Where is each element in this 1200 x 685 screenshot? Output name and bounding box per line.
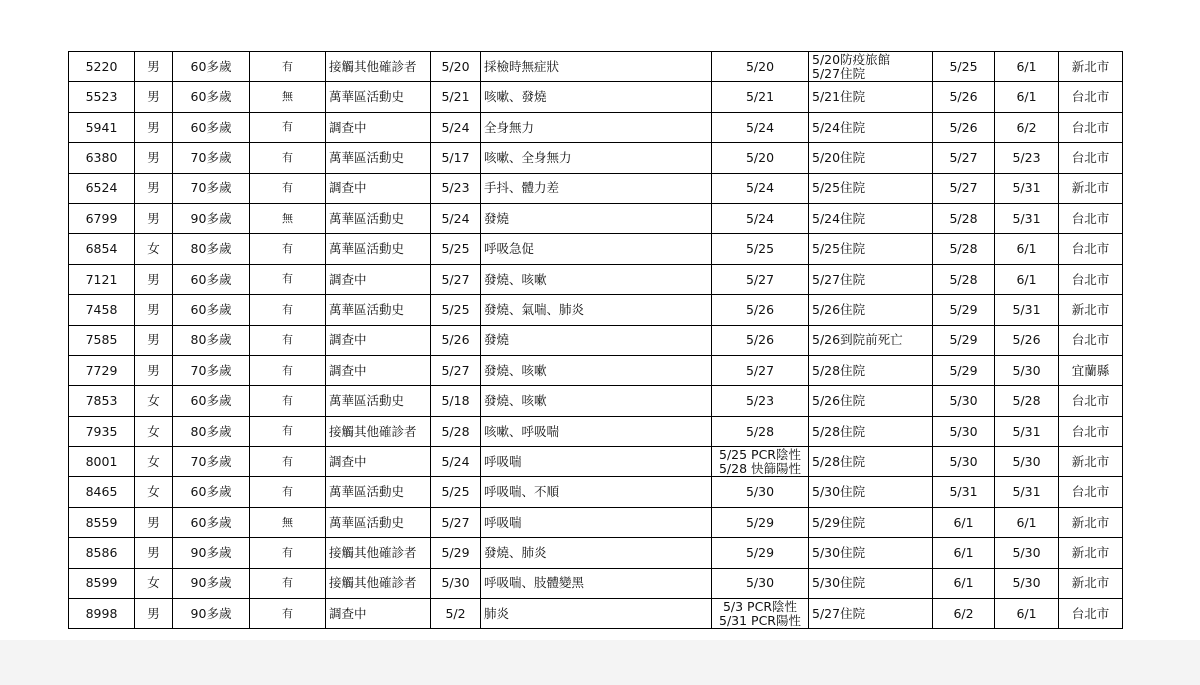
- death-date-cell: 6/2: [933, 599, 995, 629]
- contact-history-cell: 萬華區活動史: [326, 203, 431, 233]
- case-id-cell: 8465: [69, 477, 135, 507]
- test-date-cell: 5/29: [712, 507, 809, 537]
- status-cell: 5/26到院前死亡: [809, 325, 933, 355]
- symptoms-cell: 發燒: [481, 203, 712, 233]
- county-cell: 台北市: [1059, 416, 1123, 446]
- death-date-cell: 5/29: [933, 355, 995, 385]
- test-date-cell-line: 5/25 PCR陰性: [719, 446, 801, 462]
- age-cell: 90多歲: [173, 599, 250, 629]
- report-date-cell: 5/28: [995, 386, 1059, 416]
- test-date-cell-line: 5/28 快篩陽性: [718, 460, 802, 476]
- sex-cell: 男: [135, 173, 173, 203]
- test-date-cell: 5/30: [712, 477, 809, 507]
- status-cell-line: 5/27住院: [812, 65, 866, 81]
- test-date-cell: [712, 599, 809, 629]
- case-id-cell: 6380: [69, 143, 135, 173]
- age-cell: 80多歲: [173, 325, 250, 355]
- contact-history-cell: 調查中: [326, 173, 431, 203]
- table-row: [69, 143, 1123, 173]
- case-id-cell: 6854: [69, 234, 135, 264]
- sex-cell: 女: [135, 447, 173, 477]
- test-date-cell: 5/26: [712, 295, 809, 325]
- status-cell: 5/27住院: [809, 264, 933, 294]
- status-cell: 5/20住院: [809, 143, 933, 173]
- contact-history-cell: 萬華區活動史: [326, 234, 431, 264]
- county-cell: 台北市: [1059, 386, 1123, 416]
- onset-date-cell: 5/26: [431, 325, 481, 355]
- sex-cell: 男: [135, 599, 173, 629]
- case-table-sheet: [68, 51, 1123, 629]
- status-cell: 5/30住院: [809, 568, 933, 598]
- case-id-cell: 8559: [69, 507, 135, 537]
- symptoms-cell: 呼吸喘、肢體變黑: [481, 568, 712, 598]
- case-id-cell: 7458: [69, 295, 135, 325]
- age-cell: 70多歲: [173, 143, 250, 173]
- contact-history-cell: 調查中: [326, 355, 431, 385]
- chronic-cell: 有: [250, 325, 326, 355]
- onset-date-cell: 5/29: [431, 538, 481, 568]
- age-cell: 80多歲: [173, 416, 250, 446]
- case-id-cell: 7729: [69, 355, 135, 385]
- symptoms-cell: 發燒、咳嗽: [481, 386, 712, 416]
- death-date-cell: 5/30: [933, 416, 995, 446]
- report-date-cell: 6/1: [995, 234, 1059, 264]
- chronic-cell: 有: [250, 295, 326, 325]
- chronic-cell: 無: [250, 203, 326, 233]
- table-row: [69, 447, 1123, 477]
- county-cell: 台北市: [1059, 143, 1123, 173]
- sex-cell: 男: [135, 143, 173, 173]
- sex-cell: 女: [135, 386, 173, 416]
- test-date-cell: 5/24: [712, 173, 809, 203]
- death-date-cell: 6/1: [933, 507, 995, 537]
- report-date-cell: 6/1: [995, 264, 1059, 294]
- symptoms-cell: 全身無力: [481, 112, 712, 142]
- status-cell: 5/30住院: [809, 538, 933, 568]
- county-cell: 台北市: [1059, 203, 1123, 233]
- death-date-cell: 5/28: [933, 203, 995, 233]
- onset-date-cell: 5/27: [431, 264, 481, 294]
- status-cell: 5/25住院: [809, 234, 933, 264]
- county-cell: 台北市: [1059, 82, 1123, 112]
- table-row: [69, 112, 1123, 142]
- chronic-cell: 有: [250, 568, 326, 598]
- symptoms-cell: 發燒、氣喘、肺炎: [481, 295, 712, 325]
- table-row: [69, 416, 1123, 446]
- death-date-cell: 5/28: [933, 234, 995, 264]
- status-cell: 5/29住院: [809, 507, 933, 537]
- table-row: [69, 234, 1123, 264]
- test-date-cell: 5/23: [712, 386, 809, 416]
- case-id-cell: 7121: [69, 264, 135, 294]
- test-date-cell: [712, 447, 809, 477]
- age-cell: 70多歲: [173, 447, 250, 477]
- contact-history-cell: 接觸其他確診者: [326, 52, 431, 82]
- age-cell: 60多歲: [173, 52, 250, 82]
- sex-cell: 男: [135, 295, 173, 325]
- table-row: [69, 477, 1123, 507]
- test-date-cell: 5/27: [712, 264, 809, 294]
- chronic-cell: 有: [250, 143, 326, 173]
- symptoms-cell: 發燒、咳嗽: [481, 264, 712, 294]
- onset-date-cell: 5/28: [431, 416, 481, 446]
- report-date-cell: 5/31: [995, 203, 1059, 233]
- symptoms-cell: 發燒、咳嗽: [481, 355, 712, 385]
- symptoms-cell: 呼吸喘: [481, 447, 712, 477]
- contact-history-cell: 接觸其他確診者: [326, 538, 431, 568]
- symptoms-cell: 肺炎: [481, 599, 712, 629]
- contact-history-cell: 調查中: [326, 447, 431, 477]
- status-cell: 5/27住院: [809, 599, 933, 629]
- table-row: [69, 203, 1123, 233]
- contact-history-cell: 調查中: [326, 112, 431, 142]
- sex-cell: 女: [135, 568, 173, 598]
- age-cell: 80多歲: [173, 234, 250, 264]
- onset-date-cell: 5/18: [431, 386, 481, 416]
- onset-date-cell: 5/24: [431, 112, 481, 142]
- table-row: [69, 295, 1123, 325]
- report-date-cell: 5/26: [995, 325, 1059, 355]
- onset-date-cell: 5/20: [431, 52, 481, 82]
- age-cell: 60多歲: [173, 477, 250, 507]
- death-date-cell: 5/29: [933, 295, 995, 325]
- symptoms-cell: 呼吸急促: [481, 234, 712, 264]
- onset-date-cell: 5/24: [431, 203, 481, 233]
- symptoms-cell: 咳嗽、全身無力: [481, 143, 712, 173]
- case-table: [68, 51, 1123, 629]
- table-row: [69, 568, 1123, 598]
- chronic-cell: 有: [250, 355, 326, 385]
- death-date-cell: 5/31: [933, 477, 995, 507]
- sex-cell: 女: [135, 234, 173, 264]
- report-date-cell: 5/31: [995, 477, 1059, 507]
- chronic-cell: 有: [250, 173, 326, 203]
- death-date-cell: 5/28: [933, 264, 995, 294]
- table-row: [69, 538, 1123, 568]
- report-date-cell: 6/1: [995, 82, 1059, 112]
- report-date-cell: 5/30: [995, 355, 1059, 385]
- county-cell: 新北市: [1059, 447, 1123, 477]
- contact-history-cell: 調查中: [326, 599, 431, 629]
- county-cell: 台北市: [1059, 325, 1123, 355]
- contact-history-cell: 調查中: [326, 325, 431, 355]
- onset-date-cell: 5/27: [431, 355, 481, 385]
- county-cell: 台北市: [1059, 264, 1123, 294]
- sex-cell: 男: [135, 112, 173, 142]
- county-cell: 台北市: [1059, 477, 1123, 507]
- symptoms-cell: 咳嗽、發燒: [481, 82, 712, 112]
- sex-cell: 男: [135, 203, 173, 233]
- case-id-cell: 7585: [69, 325, 135, 355]
- sex-cell: 女: [135, 416, 173, 446]
- test-date-cell-line: 5/31 PCR陽性: [719, 612, 801, 628]
- report-date-cell: 5/23: [995, 143, 1059, 173]
- symptoms-cell: 發燒: [481, 325, 712, 355]
- contact-history-cell: 接觸其他確診者: [326, 568, 431, 598]
- report-date-cell: 5/31: [995, 416, 1059, 446]
- county-cell: 台北市: [1059, 234, 1123, 264]
- symptoms-cell: 採檢時無症狀: [481, 52, 712, 82]
- status-cell: 5/28住院: [809, 355, 933, 385]
- sex-cell: 女: [135, 477, 173, 507]
- symptoms-cell: 呼吸喘: [481, 507, 712, 537]
- report-date-cell: 6/1: [995, 507, 1059, 537]
- test-date-cell: 5/24: [712, 203, 809, 233]
- age-cell: 90多歲: [173, 568, 250, 598]
- chronic-cell: 無: [250, 82, 326, 112]
- case-id-cell: 6524: [69, 173, 135, 203]
- death-date-cell: 5/30: [933, 447, 995, 477]
- table-row: [69, 82, 1123, 112]
- status-cell: 5/30住院: [809, 477, 933, 507]
- table-row: [69, 355, 1123, 385]
- report-date-cell: 6/1: [995, 599, 1059, 629]
- county-cell: 台北市: [1059, 599, 1123, 629]
- table-row: [69, 325, 1123, 355]
- sex-cell: 男: [135, 52, 173, 82]
- status-cell: 5/21住院: [809, 82, 933, 112]
- report-date-cell: 5/30: [995, 538, 1059, 568]
- contact-history-cell: 萬華區活動史: [326, 143, 431, 173]
- case-id-cell: 8001: [69, 447, 135, 477]
- sex-cell: 男: [135, 264, 173, 294]
- test-date-cell: 5/29: [712, 538, 809, 568]
- case-table-body: [69, 52, 1123, 629]
- status-cell: 5/24住院: [809, 112, 933, 142]
- onset-date-cell: 5/2: [431, 599, 481, 629]
- sex-cell: 男: [135, 538, 173, 568]
- table-row: [69, 173, 1123, 203]
- onset-date-cell: 5/21: [431, 82, 481, 112]
- contact-history-cell: 接觸其他確診者: [326, 416, 431, 446]
- age-cell: 60多歲: [173, 82, 250, 112]
- table-row: [69, 507, 1123, 537]
- chronic-cell: 有: [250, 447, 326, 477]
- status-cell: [809, 52, 933, 82]
- test-date-cell: 5/20: [712, 143, 809, 173]
- death-date-cell: 5/27: [933, 173, 995, 203]
- chronic-cell: 有: [250, 477, 326, 507]
- age-cell: 60多歲: [173, 112, 250, 142]
- case-id-cell: 8998: [69, 599, 135, 629]
- case-id-cell: 6799: [69, 203, 135, 233]
- sex-cell: 男: [135, 82, 173, 112]
- chronic-cell: 無: [250, 507, 326, 537]
- death-date-cell: 5/26: [933, 112, 995, 142]
- county-cell: 新北市: [1059, 295, 1123, 325]
- case-id-cell: 5941: [69, 112, 135, 142]
- death-date-cell: 6/1: [933, 538, 995, 568]
- onset-date-cell: 5/24: [431, 447, 481, 477]
- symptoms-cell: 咳嗽、呼吸喘: [481, 416, 712, 446]
- age-cell: 60多歲: [173, 264, 250, 294]
- test-date-cell: 5/26: [712, 325, 809, 355]
- status-cell: 5/26住院: [809, 386, 933, 416]
- status-cell: 5/28住院: [809, 447, 933, 477]
- onset-date-cell: 5/27: [431, 507, 481, 537]
- death-date-cell: 5/30: [933, 386, 995, 416]
- death-date-cell: 6/1: [933, 568, 995, 598]
- county-cell: 新北市: [1059, 538, 1123, 568]
- report-date-cell: 5/30: [995, 568, 1059, 598]
- symptoms-cell: 發燒、肺炎: [481, 538, 712, 568]
- county-cell: 台北市: [1059, 112, 1123, 142]
- chronic-cell: 有: [250, 416, 326, 446]
- contact-history-cell: 萬華區活動史: [326, 295, 431, 325]
- age-cell: 90多歲: [173, 538, 250, 568]
- test-date-cell-line: 5/3 PCR陰性: [722, 598, 798, 614]
- test-date-cell: 5/28: [712, 416, 809, 446]
- sex-cell: 男: [135, 507, 173, 537]
- table-row: [69, 599, 1123, 629]
- table-row: [69, 386, 1123, 416]
- sex-cell: 男: [135, 325, 173, 355]
- onset-date-cell: 5/30: [431, 568, 481, 598]
- symptoms-cell: 呼吸喘、不順: [481, 477, 712, 507]
- chronic-cell: 有: [250, 264, 326, 294]
- status-cell: 5/25住院: [809, 173, 933, 203]
- age-cell: 70多歲: [173, 355, 250, 385]
- status-cell: 5/24住院: [809, 203, 933, 233]
- chronic-cell: 有: [250, 52, 326, 82]
- chronic-cell: 有: [250, 538, 326, 568]
- report-date-cell: 5/31: [995, 173, 1059, 203]
- chronic-cell: 有: [250, 386, 326, 416]
- contact-history-cell: 調查中: [326, 264, 431, 294]
- case-id-cell: 7935: [69, 416, 135, 446]
- county-cell: 新北市: [1059, 507, 1123, 537]
- test-date-cell: 5/20: [712, 52, 809, 82]
- age-cell: 90多歲: [173, 203, 250, 233]
- symptoms-cell: 手抖、體力差: [481, 173, 712, 203]
- chronic-cell: 有: [250, 234, 326, 264]
- test-date-cell: 5/30: [712, 568, 809, 598]
- report-date-cell: 5/30: [995, 447, 1059, 477]
- onset-date-cell: 5/23: [431, 173, 481, 203]
- status-cell: 5/26住院: [809, 295, 933, 325]
- test-date-cell: 5/24: [712, 112, 809, 142]
- case-id-cell: 5523: [69, 82, 135, 112]
- contact-history-cell: 萬華區活動史: [326, 507, 431, 537]
- age-cell: 60多歲: [173, 507, 250, 537]
- chronic-cell: 有: [250, 112, 326, 142]
- death-date-cell: 5/29: [933, 325, 995, 355]
- case-id-cell: 8599: [69, 568, 135, 598]
- county-cell: 新北市: [1059, 173, 1123, 203]
- case-id-cell: 8586: [69, 538, 135, 568]
- report-date-cell: 6/2: [995, 112, 1059, 142]
- county-cell: 宜蘭縣: [1059, 355, 1123, 385]
- sex-cell: 男: [135, 355, 173, 385]
- table-row: [69, 264, 1123, 294]
- age-cell: 60多歲: [173, 295, 250, 325]
- age-cell: 70多歲: [173, 173, 250, 203]
- status-cell: 5/28住院: [809, 416, 933, 446]
- death-date-cell: 5/26: [933, 82, 995, 112]
- death-date-cell: 5/27: [933, 143, 995, 173]
- death-date-cell: 5/25: [933, 52, 995, 82]
- table-row: [69, 52, 1123, 82]
- test-date-cell: 5/21: [712, 82, 809, 112]
- contact-history-cell: 萬華區活動史: [326, 477, 431, 507]
- report-date-cell: 6/1: [995, 52, 1059, 82]
- age-cell: 60多歲: [173, 386, 250, 416]
- county-cell: 新北市: [1059, 52, 1123, 82]
- onset-date-cell: 5/25: [431, 234, 481, 264]
- contact-history-cell: 萬華區活動史: [326, 82, 431, 112]
- status-cell-line: 5/20防疫旅館: [812, 51, 891, 67]
- test-date-cell: 5/27: [712, 355, 809, 385]
- case-id-cell: 5220: [69, 52, 135, 82]
- test-date-cell: 5/25: [712, 234, 809, 264]
- onset-date-cell: 5/17: [431, 143, 481, 173]
- county-cell: 新北市: [1059, 568, 1123, 598]
- chronic-cell: 有: [250, 599, 326, 629]
- case-id-cell: 7853: [69, 386, 135, 416]
- page-bottom-margin: [0, 640, 1200, 685]
- onset-date-cell: 5/25: [431, 295, 481, 325]
- report-date-cell: 5/31: [995, 295, 1059, 325]
- contact-history-cell: 萬華區活動史: [326, 386, 431, 416]
- onset-date-cell: 5/25: [431, 477, 481, 507]
